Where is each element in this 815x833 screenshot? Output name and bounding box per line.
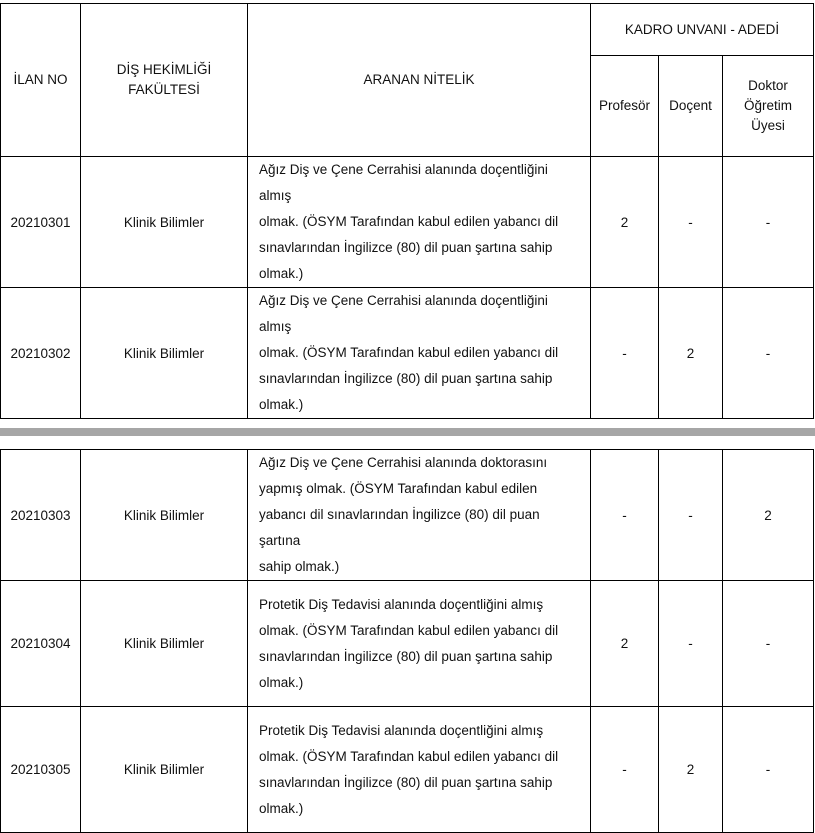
- header-dou-line3: Üyesi: [751, 118, 785, 133]
- cell-dou: -: [723, 288, 814, 419]
- nitelik-line: Protetik Diş Tedavisi alanında doçentliğini almış: [259, 722, 544, 738]
- nitelik-line: olmak. (ÖSYM Tarafından kabul edilen yabancı dil: [259, 622, 559, 638]
- table-row: [1, 707, 814, 833]
- nitelik-line: sınavlarından İngilizce (80) dil puan şartına sahip: [259, 371, 553, 386]
- cell-dou: -: [723, 707, 814, 833]
- cell-profesor: 2: [591, 157, 659, 288]
- cell-nitelik: [248, 157, 591, 288]
- cell-nitelik: [248, 288, 591, 419]
- nitelik-line: olmak. (ÖSYM Tarafından kabul edilen yabancı dil: [259, 214, 559, 229]
- cell-nitelik: [248, 707, 591, 833]
- table-row: [1, 450, 814, 581]
- cell-dou: -: [723, 157, 814, 288]
- header-row-1: [1, 4, 814, 56]
- header-docent: Doçent: [659, 56, 723, 157]
- nitelik-line: Ağız Diş ve Çene Cerrahisi alanında doçentliğini almış: [259, 293, 548, 334]
- header-profesor: Profesör: [591, 56, 659, 157]
- nitelik-line: sahip olmak.): [259, 559, 340, 574]
- cell-dou: 2: [723, 450, 814, 581]
- header-aranan-nitelik: ARANAN NİTELİK: [248, 4, 591, 157]
- cell-ilan-no: 20210301: [1, 157, 81, 288]
- nitelik-line: olmak. (ÖSYM Tarafından kabul edilen yabancı dil: [259, 748, 559, 764]
- nitelik-line: olmak.): [259, 397, 304, 412]
- cell-profesor: 2: [591, 581, 659, 707]
- header-ilan-no: İLAN NO: [1, 4, 81, 157]
- cell-ilan-no: 20210302: [1, 288, 81, 419]
- cell-ilan-no: 20210305: [1, 707, 81, 833]
- nitelik-line: yapmış olmak. (ÖSYM Tarafından kabul edilen: [259, 481, 538, 496]
- cell-bolum: Klinik Bilimler: [81, 157, 248, 288]
- cell-docent: -: [659, 157, 723, 288]
- nitelik-line: sınavlarından İngilizce (80) dil puan şartına sahip: [259, 774, 553, 790]
- header-dou-line2: Öğretim: [744, 98, 793, 113]
- cell-docent: -: [659, 581, 723, 707]
- nitelik-line: yabancı dil sınavlarından İngilizce (80) dil puan şartına: [259, 507, 540, 548]
- cell-docent: 2: [659, 288, 723, 419]
- header-kadro-unvani: KADRO UNVANI - ADEDİ: [591, 4, 814, 56]
- nitelik-line: olmak.): [259, 800, 304, 816]
- nitelik-line: olmak.): [259, 266, 304, 281]
- nitelik-line: Ağız Diş ve Çene Cerrahisi alanında doçentliğini almış: [259, 162, 548, 203]
- table-row: [1, 288, 814, 419]
- nitelik-line: olmak.): [259, 674, 304, 690]
- cell-docent: -: [659, 450, 723, 581]
- header-fakulte: [81, 4, 248, 157]
- ilan-table-bottom: [0, 449, 814, 833]
- cell-profesor: -: [591, 450, 659, 581]
- table-row: [1, 157, 814, 288]
- cell-docent: 2: [659, 707, 723, 833]
- cell-nitelik: [248, 450, 591, 581]
- nitelik-line: sınavlarından İngilizce (80) dil puan şartına sahip: [259, 648, 553, 664]
- table-row: [1, 581, 814, 707]
- cell-profesor: -: [591, 707, 659, 833]
- nitelik-line: sınavlarından İngilizce (80) dil puan şartına sahip: [259, 240, 553, 255]
- header-fakulte-line2: FAKÜLTESİ: [128, 82, 200, 97]
- cell-ilan-no: 20210303: [1, 450, 81, 581]
- cell-profesor: -: [591, 288, 659, 419]
- cell-bolum: Klinik Bilimler: [81, 581, 248, 707]
- cell-nitelik: [248, 581, 591, 707]
- cell-bolum: Klinik Bilimler: [81, 450, 248, 581]
- nitelik-line: Ağız Diş ve Çene Cerrahisi alanında doktorasını: [259, 455, 548, 470]
- page-break-separator: [0, 428, 815, 436]
- header-doktor-ogretim-uyesi: [723, 56, 814, 157]
- cell-bolum: Klinik Bilimler: [81, 288, 248, 419]
- nitelik-line: Protetik Diş Tedavisi alanında doçentliğini almış: [259, 596, 544, 612]
- header-fakulte-line1: DİŞ HEKİMLİĞİ: [116, 62, 212, 77]
- nitelik-line: olmak. (ÖSYM Tarafından kabul edilen yabancı dil: [259, 345, 559, 360]
- header-dou-line1: Doktor: [748, 78, 788, 93]
- ilan-table-top: [0, 3, 814, 419]
- cell-bolum: Klinik Bilimler: [81, 707, 248, 833]
- cell-ilan-no: 20210304: [1, 581, 81, 707]
- cell-dou: -: [723, 581, 814, 707]
